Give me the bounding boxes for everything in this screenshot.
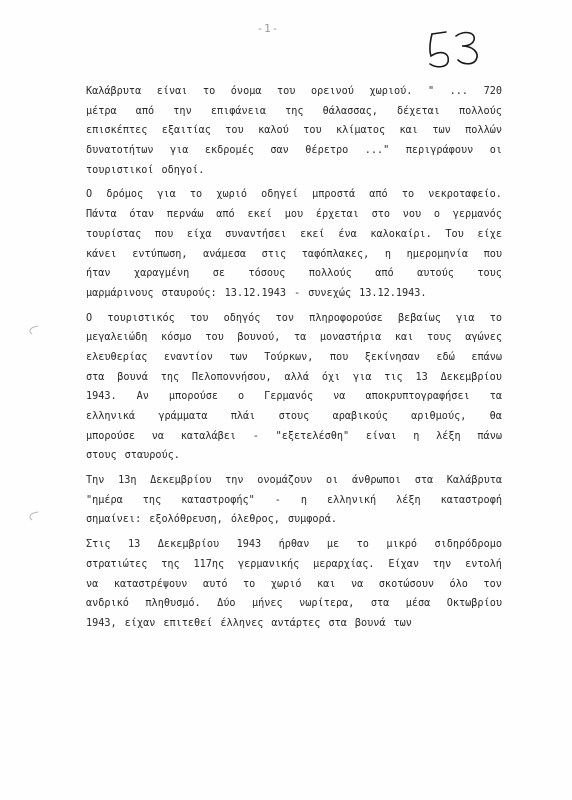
paragraph: [86, 471, 502, 530]
text-line: στα βουνά της Πελοποννήσου, αλλά όχι για τις 13 Δεκεμβρίου: [86, 371, 502, 383]
handwritten-page-mark: [418, 20, 488, 70]
text-line: 1943, είχαν επιτεθεί έλληνες αντάρτες στα βουνά των: [86, 617, 412, 629]
text-line: στρατιώτες της 117ης γερμανικής μεραρχίας. Είχαν την εντολή: [86, 558, 502, 570]
text-line: Στις 13 Δεκεμβρίου 1943 ήρθαν με το μικρό σιδηρόδρομο: [86, 539, 502, 551]
text-line: μπορούσε να καταλάβει - "εξετελέσθη" είναι η λέξη πάνω: [86, 430, 502, 442]
text-line: κάνει εντύπωση, ανάμεσα στις ταφόπλακες, η ημερομηνία που: [86, 248, 502, 260]
text-line: ήταν χαραγμένη σε τόσους πολλούς από αυτούς τους: [86, 268, 502, 280]
binding-hole-mark: [26, 508, 40, 518]
text-line: επισκέπτες εξαιτίας του καλού του κλίματος και των πολλών: [86, 125, 502, 137]
text-line: Ο δρόμος για το χωριό οδηγεί μπροστά από το νεκροταφείο.: [86, 189, 502, 201]
text-line: 1943. Αν μπορούσε ο Γερμανός να αποκρυπτογραφήσει τα: [86, 391, 502, 403]
text-line: Ο τουριστικός του οδηγός τον πληροφορούσε βεβαίως για το: [86, 312, 502, 324]
text-line: ελληνικά γράμματα πλάι στους αραβικούς αριθμούς, θα: [86, 411, 502, 422]
text-line: στους σταυρούς.: [86, 450, 180, 462]
body-text: [86, 82, 502, 639]
page-number: -1-: [256, 22, 280, 35]
paragraph: [86, 82, 502, 180]
paragraph: [86, 309, 502, 467]
paragraph: [86, 185, 502, 303]
text-line: "ημέρα της καταστροφής" - η ελληνική λέξη καταστροφή: [86, 494, 502, 506]
text-line: να καταστρέψουν αυτό το χωριό και να σκοτώσουν όλο τον: [86, 578, 502, 590]
text-line: τουρίστας που είχα συναντήσει εκεί ένα καλοκαίρι. Του είχε: [86, 228, 502, 240]
text-line: τουριστικοί οδηγοί.: [86, 164, 205, 176]
text-line: Την 13η Δεκεμβρίου την ονομάζουν οι άνθρωποι στα Καλάβρυτα: [86, 475, 502, 487]
binding-hole-mark: [26, 322, 40, 332]
text-line: μαρμάρινους σταυρούς: 13.12.1943 - συνεχώς 13.12.1943.: [86, 287, 427, 299]
text-line: δυνατοτήτων για εκδρομές σαν θέρετρο ..." περιγράφουν οι: [86, 145, 502, 157]
text-line: μέτρα από την επιφάνεια της θάλασσας, δέχεται πολλούς: [86, 105, 502, 117]
text-line: σημαίνει: εξολόθρευση, όλεθρος, συμφορά.: [86, 514, 337, 526]
text-line: μεγαλειώδη κόσμο του βουνού, τα μοναστήρια και τους αγώνες: [86, 332, 502, 344]
text-line: ανδρικό πληθυσμό. Δύο μήνες νωρίτερα, στα μέσα Οκτωβρίου: [86, 598, 502, 610]
text-line: ελευθερίας εναντίον των Τούρκων, που ξεκίνησαν εδώ επάνω: [86, 351, 502, 363]
text-line: Πάντα όταν περνάω από εκεί μου έρχεται στο νου ο γερμανός: [86, 209, 502, 221]
text-line: Καλάβρυτα είναι το όνομα του ορεινού χωριού. " ... 720: [86, 86, 502, 97]
paragraph: [86, 535, 502, 633]
